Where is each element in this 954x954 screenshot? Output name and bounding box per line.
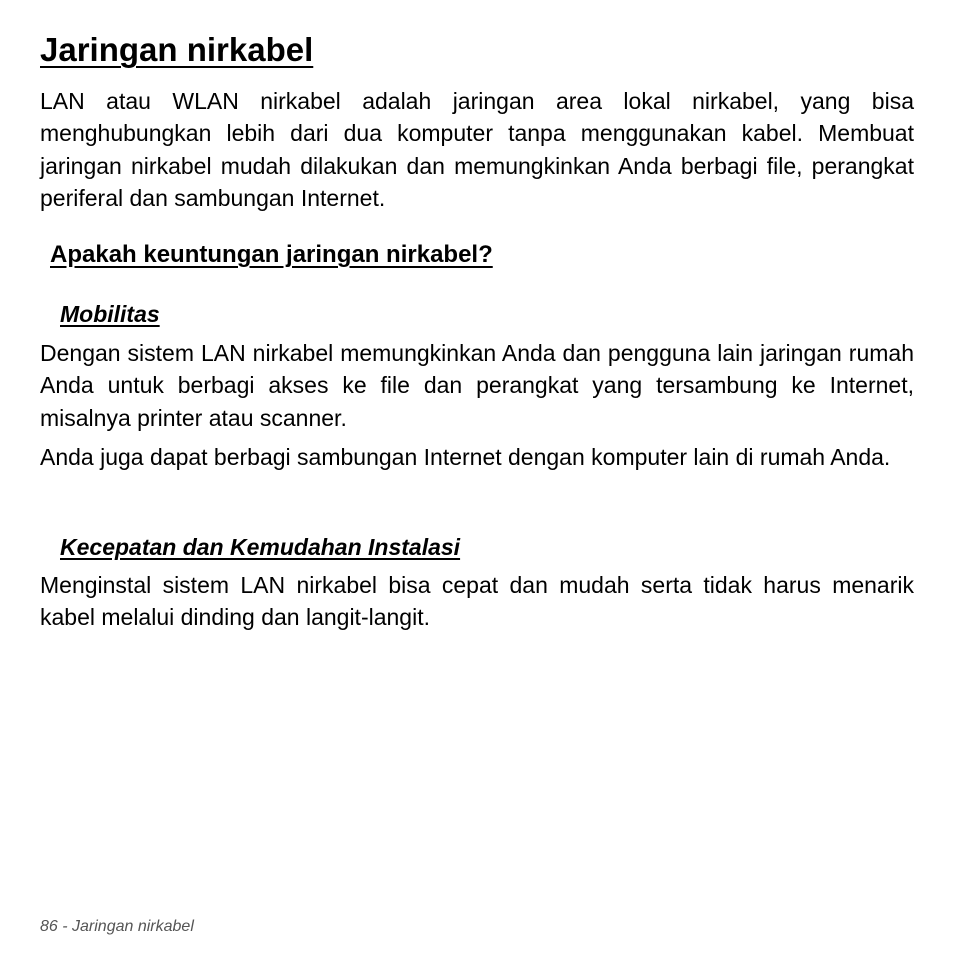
mobilitas-paragraph-2: Anda juga dapat berbagi sambungan Internet dengan komputer lain di rumah Anda. <box>40 444 891 470</box>
subsection-heading-instalasi: Kecepatan dan Kemudahan Instalasi <box>60 534 461 560</box>
instalasi-paragraph: Menginstal sistem LAN nirkabel bisa cepat dan mudah serta tidak harus menarik kabel melalui dinding dan langit-langit. <box>40 572 914 631</box>
page-title: Jaringan nirkabel <box>40 31 314 68</box>
subsection-heading-mobilitas: Mobilitas <box>60 301 160 327</box>
section-heading: Apakah keuntungan jaringan nirkabel? <box>50 241 493 268</box>
document-page <box>40 0 914 954</box>
mobilitas-paragraph-1: Dengan sistem LAN nirkabel memungkinkan Anda dan pengguna lain jaringan rumah Anda untuk berbagi akses ke file dan perangkat yang tersambung ke Internet, misalnya printer atau scanner. <box>40 340 914 431</box>
intro-paragraph: LAN atau WLAN nirkabel adalah jaringan area lokal nirkabel, yang bisa menghubungkan lebih dari dua komputer tanpa menggunakan kabel. Membuat jaringan nirkabel mudah dilakukan dan memungkinkan Anda berbagi file, perangkat periferal dan sambungan Internet. <box>40 88 914 211</box>
page-footer: 86 - Jaringan nirkabel <box>40 918 194 935</box>
